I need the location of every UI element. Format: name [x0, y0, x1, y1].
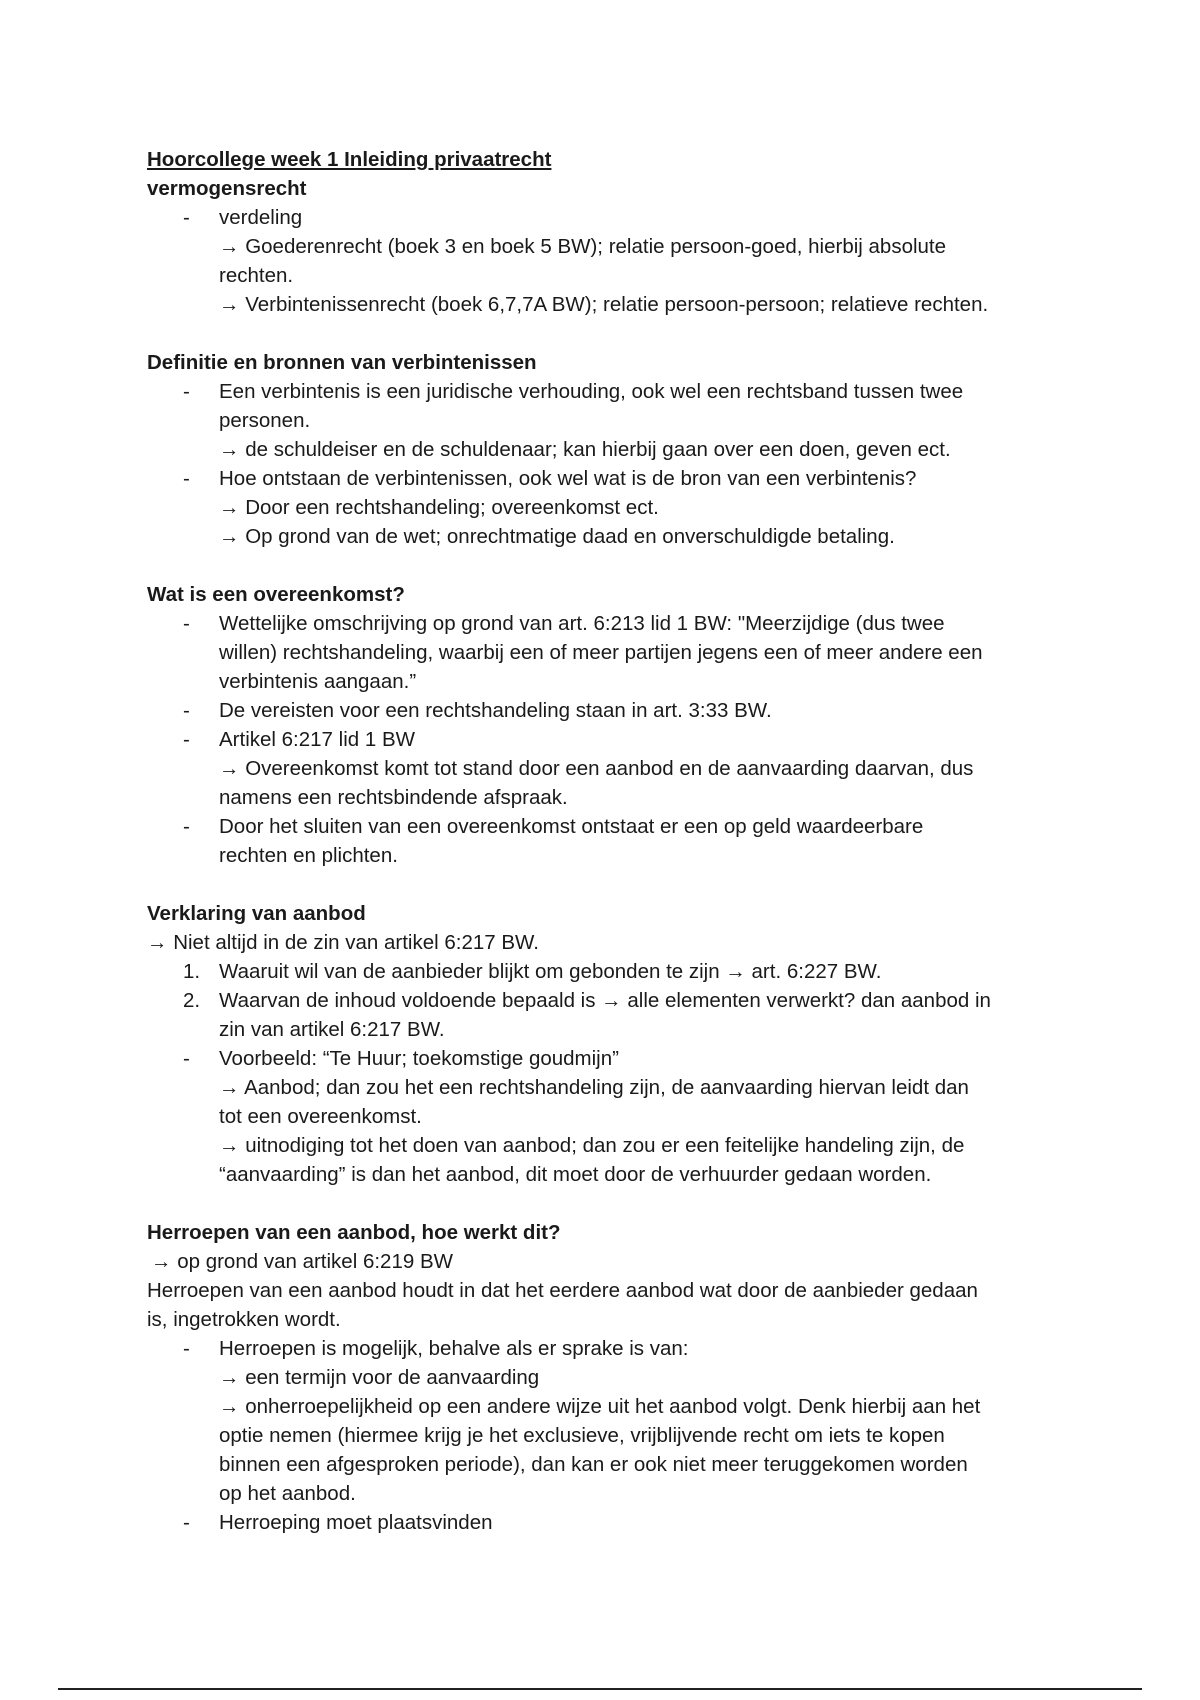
paragraph-line: → op grond van artikel 6:219 BW [151, 1250, 453, 1273]
paragraph-line: is, ingetrokken wordt. [147, 1308, 341, 1331]
bullet-mark: - [183, 206, 190, 229]
list-subline: → een termijn voor de aanvaarding [219, 1366, 540, 1389]
paragraph-line: Herroepen van een aanbod houdt in dat het eerdere aanbod wat door de aanbieder gedaan [147, 1279, 978, 1302]
list-subline: zin van artikel 6:217 BW. [219, 1018, 445, 1041]
list-subline: rechten en plichten. [219, 844, 398, 867]
list-subline: willen) rechtshandeling, waarbij een of meer partijen jegens een of meer andere een [219, 641, 983, 664]
paragraph-line: → Niet altijd in de zin van artikel 6:217 BW. [147, 931, 539, 954]
list-subline: “aanvaarding” is dan het aanbod, dit moet door de verhuurder gedaan worden. [219, 1163, 932, 1186]
heading-vermogensrecht: vermogensrecht [147, 177, 307, 200]
list-subline: → Goederenrecht (boek 3 en boek 5 BW); relatie persoon-goed, hierbij absolute [219, 235, 947, 258]
document-page [147, 145, 1067, 1537]
list-subline: → uitnodiging tot het doen van aanbod; dan zou er een feitelijke handeling zijn, de [219, 1134, 965, 1157]
list-item: - Een verbintenis is een juridische verhouding, ook wel een rechtsband tussen twee [183, 380, 964, 403]
list-subline: optie nemen (hiermee krijg je het exclusieve, vrijblijvende recht om iets te kopen [219, 1424, 945, 1447]
list-subline: verbintenis aangaan.” [219, 670, 417, 693]
list-subline: rechten. [219, 264, 294, 287]
page-bottom-rule [58, 1688, 1142, 1690]
list-item: - Herroepen is mogelijk, behalve als er sprake is van: [183, 1337, 689, 1360]
list-subline: → Verbintenissenrecht (boek 6,7,7A BW); relatie persoon-persoon; relatieve rechten. [219, 293, 989, 316]
list-subline: → Op grond van de wet; onrechtmatige daad en onverschuldigde betaling. [219, 525, 895, 548]
list-item: - Door het sluiten van een overeenkomst ontstaat er een op geld waardeerbare [183, 815, 924, 838]
list-subline: → onherroepelijkheid op een andere wijze uit het aanbod volgt. Denk hierbij aan het [219, 1395, 981, 1418]
list-subline: → Aanbod; dan zou het een rechtshandeling zijn, de aanvaarding hiervan leidt dan [219, 1076, 969, 1099]
heading-overeenkomst: Wat is een overeenkomst? [147, 583, 405, 606]
numbered-item: 2. Waarvan de inhoud voldoende bepaald is → alle elementen verwerkt? dan aanbod in [183, 989, 991, 1012]
heading-verklaring: Verklaring van aanbod [147, 902, 366, 925]
list-subline: tot een overeenkomst. [219, 1105, 422, 1128]
document-title: Hoorcollege week 1 Inleiding privaatrecht [147, 148, 552, 171]
list-item: - De vereisten voor een rechtshandeling staan in art. 3:33 BW. [183, 699, 772, 722]
list-subline: → de schuldeiser en de schuldenaar; kan hierbij gaan over een doen, geven ect. [219, 438, 951, 461]
list-subline: namens een rechtsbindende afspraak. [219, 786, 568, 809]
list-subline: → Overeenkomst komt tot stand door een aanbod en de aanvaarding daarvan, dus [219, 757, 974, 780]
list-item: - Artikel 6:217 lid 1 BW [183, 728, 415, 751]
list-subline: personen. [219, 409, 311, 432]
heading-definitie: Definitie en bronnen van verbintenissen [147, 351, 537, 374]
list-item: - Wettelijke omschrijving op grond van art. 6:213 lid 1 BW: "Meerzijdige (dus twee [183, 612, 945, 635]
list-item: - Voorbeeld: “Te Huur; toekomstige goudmijn” [183, 1047, 619, 1070]
list-item: - Herroeping moet plaatsvinden [183, 1511, 493, 1534]
numbered-item: 1. Waaruit wil van de aanbieder blijkt om gebonden te zijn → art. 6:227 BW. [183, 960, 882, 983]
list-item: - Hoe ontstaan de verbintenissen, ook wel wat is de bron van een verbintenis? [183, 467, 917, 490]
list-subline: op het aanbod. [219, 1482, 356, 1505]
heading-herroepen: Herroepen van een aanbod, hoe werkt dit? [147, 1221, 561, 1244]
list-subline: → Door een rechtshandeling; overeenkomst ect. [219, 496, 659, 519]
list-item: - verdeling [147, 203, 1067, 232]
list-subline: binnen een afgesproken periode), dan kan er ook niet meer teruggekomen worden [219, 1453, 968, 1476]
